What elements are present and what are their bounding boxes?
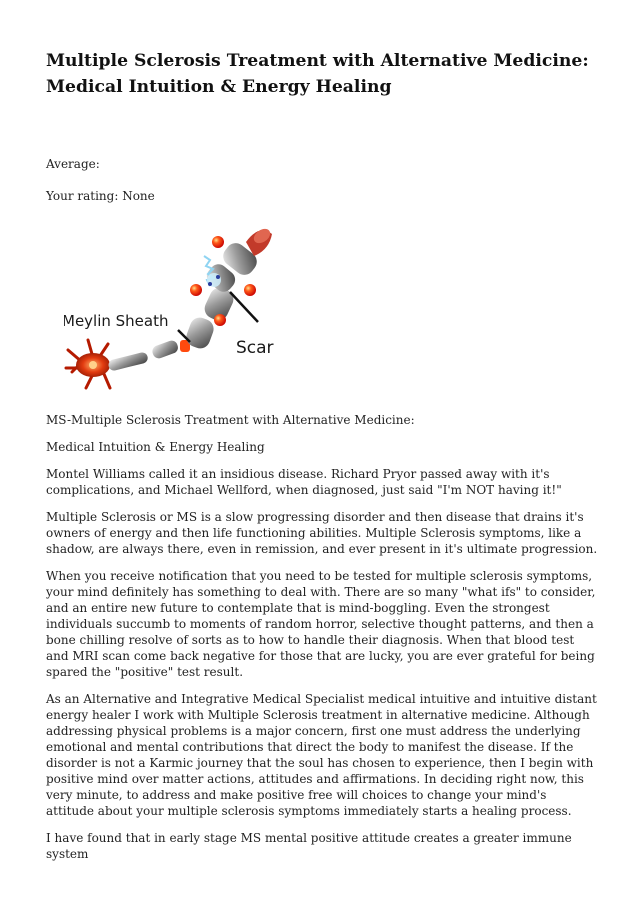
paragraph: I have found that in early stage MS mental positive attitude creates a greater immune system — [46, 831, 572, 861]
article-body — [46, 412, 598, 873]
paragraph: As an Alternative and Integrative Medical Specialist medical intuitive and intuitive distant energy healer I work with Multiple Sclerosis treatment in alternative medicine. Although addressing physical problems is a major concern, first one must address the underlying emotional and mental contributions that direct the body to manifest the disease. If the disorder is not a Karmic journey that the soul has chosen to experience, then I begin with positive mind over matter actions, attitudes and affirmations. In deciding right now, this very minute, to address and make positive free will choices to change your mind's attitude about your multiple sclerosis symptoms immediately starts a healing process. — [46, 692, 597, 818]
scar-label: Scar — [236, 338, 274, 358]
scar-pointer-line — [230, 292, 258, 322]
paragraph: MS-Multiple Sclerosis Treatment with Alternative Medicine: — [46, 413, 415, 427]
your-rating-label: Your rating: None — [46, 189, 155, 203]
article-title: Multiple Sclerosis Treatment with Alternative Medicine: Medical Intuition & Energy Healing — [46, 51, 589, 97]
paragraph: Medical Intuition & Energy Healing — [46, 440, 265, 454]
neuron-cell-body — [66, 340, 110, 388]
average-rating-label: Average: — [46, 157, 100, 171]
paragraph: When you receive notification that you need to be tested for multiple sclerosis symptoms, your mind definitely has something to deal with. There are so many "what ifs" to consider, and an entire new future to contemplate that is mind-boggling. Even the strongest individuals succumb to moments of random horror, selective thought patterns, and then a bone chilling resolve of sorts as to how to handle their diagnosis. When that blood test and MRI scan come back negative for those that are lucky, you are ever grateful for being spared the "positive" test result. — [46, 569, 596, 679]
meylin-sheath-label: Meylin Sheath — [64, 312, 169, 330]
paragraph: Montel Williams called it an insidious disease. Richard Pryor passed away with it's complications, and Michael Wellford, when diagnosed, just said "I'm NOT having it!" — [46, 467, 562, 497]
paragraph: Multiple Sclerosis or MS is a slow progressing disorder and then disease that drains it's owners of energy and then life functioning abilities. Multiple Sclerosis symptoms, like a shadow, are always there, even in remission, and ever present in it's ultimate progression. — [46, 510, 598, 556]
myelin-sheath-illustration — [64, 222, 284, 397]
nerve-diagram-svg — [64, 222, 284, 397]
